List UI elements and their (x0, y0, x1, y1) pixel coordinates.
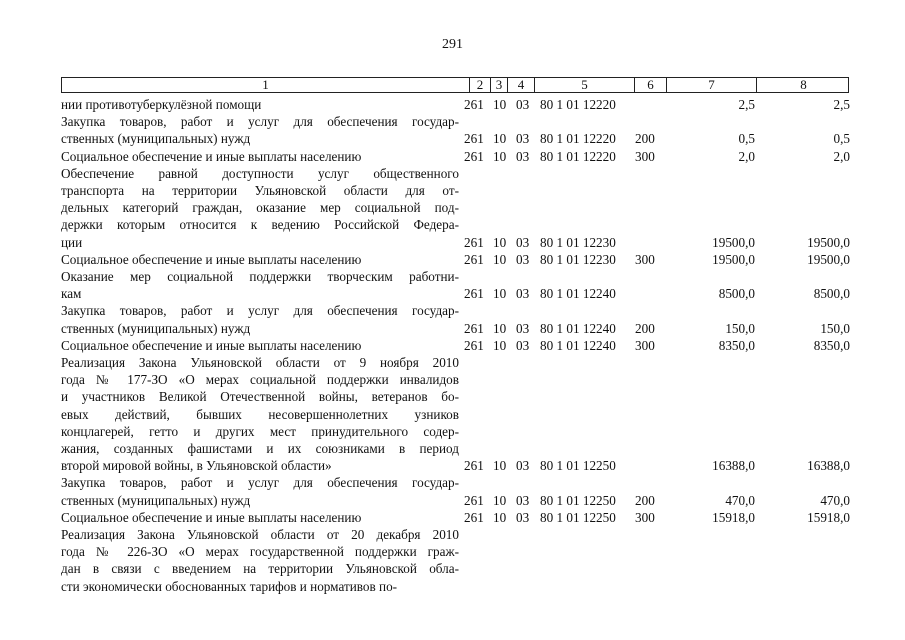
row-codes (61, 234, 851, 251)
section-code: 10 (493, 148, 507, 164)
subsection-code: 03 (516, 458, 530, 474)
description-line: Закупка товаров, работ и услуг для обеспечения государ- (61, 475, 459, 491)
target-article-code: 80 1 01 12240 (540, 337, 616, 353)
grbs-code: 261 (464, 97, 484, 112)
expense-type-code: 200 (635, 131, 655, 147)
table-row (61, 509, 851, 526)
target-article-code: 80 1 01 12220 (540, 131, 616, 147)
grbs-code: 261 (464, 320, 484, 336)
row-codes (61, 251, 851, 268)
grbs-code: 261 (464, 148, 484, 164)
amount-col-8: 150,0 (820, 320, 850, 336)
table-row (61, 302, 851, 336)
row-codes (61, 509, 851, 526)
section-code: 10 (493, 234, 507, 250)
target-article-code: 80 1 01 12250 (540, 492, 616, 508)
target-article-code: 80 1 01 12220 (540, 148, 616, 164)
description-line: нии противотуберкулёзной помощи (61, 97, 262, 112)
section-code: 10 (493, 97, 507, 112)
table-row (61, 526, 851, 595)
amount-col-7: 2,0 (738, 148, 755, 164)
table-row (61, 474, 851, 508)
amount-col-7: 0,5 (738, 131, 755, 147)
target-article-code: 80 1 01 12240 (540, 320, 616, 336)
description-line: ции (61, 234, 83, 250)
description-line: ственных (муниципальных) нужд (61, 320, 251, 336)
header-col-3: 3 (490, 78, 507, 92)
table-row (61, 113, 851, 147)
section-code: 10 (493, 251, 507, 267)
target-article-code: 80 1 01 12220 (540, 97, 616, 112)
grbs-code: 261 (464, 251, 484, 267)
description-line: дельных категорий граждан, оказание мер социальной под- (61, 200, 459, 216)
description-line: сти экономически обоснованных тарифов и нормативов по- (61, 578, 398, 594)
description-line: дан в связи с введением на территории Ульяновской обла- (61, 561, 459, 577)
subsection-code: 03 (516, 131, 530, 147)
description-line: Оказание мер социальной поддержки творческим работни- (61, 269, 459, 284)
expense-type-code: 200 (635, 320, 655, 336)
section-code: 10 (493, 492, 507, 508)
section-code: 10 (493, 286, 507, 302)
description-line: ственных (муниципальных) нужд (61, 492, 251, 508)
description-line: Закупка товаров, работ и услуг для обеспечения государ- (61, 303, 459, 319)
description-line: концлагерей, гетто и других мест принудительного содер- (61, 423, 459, 439)
description-line: года № 226-ЗО «О мерах государственной поддержки граж- (61, 544, 459, 560)
section-code: 10 (493, 337, 507, 353)
grbs-code: 261 (464, 131, 484, 147)
amount-col-8: 15918,0 (807, 509, 850, 525)
subsection-code: 03 (516, 492, 530, 508)
table-header (61, 77, 849, 93)
subsection-code: 03 (516, 148, 530, 164)
expense-type-code: 300 (635, 509, 655, 525)
row-codes (61, 320, 851, 337)
subsection-code: 03 (516, 320, 530, 336)
table-row (61, 165, 851, 251)
row-codes (61, 148, 851, 165)
row-codes (61, 130, 851, 147)
table-row (61, 251, 851, 268)
description-line: Социальное обеспечение и иные выплаты населению (61, 148, 362, 164)
page-number: 291 (442, 37, 463, 52)
section-code: 10 (493, 458, 507, 474)
subsection-code: 03 (516, 251, 530, 267)
description-line: и участников Великой Отечественной войны, ветеранов бо- (61, 389, 459, 405)
description-line: Обеспечение равной доступности услуг общественного (61, 165, 459, 181)
amount-col-8: 19500,0 (807, 251, 850, 267)
grbs-code: 261 (464, 337, 484, 353)
target-article-code: 80 1 01 12240 (540, 286, 616, 302)
amount-col-8: 16388,0 (807, 458, 850, 474)
amount-col-8: 470,0 (820, 492, 850, 508)
header-col-1: 1 (262, 77, 269, 92)
row-codes (61, 337, 851, 354)
header-col-8: 8 (756, 78, 850, 92)
amount-col-7: 2,5 (738, 97, 755, 112)
grbs-code: 261 (464, 492, 484, 508)
description-line: Закупка товаров, работ и услуг для обеспечения государ- (61, 114, 459, 130)
amount-col-8: 19500,0 (807, 234, 850, 250)
description-line: года № 177-ЗО «О мерах социальной поддержки инвалидов (61, 372, 459, 388)
subsection-code: 03 (516, 286, 530, 302)
amount-col-8: 8500,0 (813, 286, 850, 302)
header-col-6: 6 (634, 78, 666, 92)
description-line: Реализация Закона Ульяновской области от 9 ноября 2010 (61, 355, 459, 370)
amount-col-8: 2,5 (833, 97, 850, 112)
grbs-code: 261 (464, 286, 484, 302)
expense-type-code: 300 (635, 337, 655, 353)
expense-type-code: 300 (635, 148, 655, 164)
description-line: Социальное обеспечение и иные выплаты населению (61, 337, 362, 353)
table-row (61, 337, 851, 354)
amount-col-7: 8350,0 (718, 337, 755, 353)
description-line: жания, созданных фашистами и их союзниками в период (61, 440, 459, 456)
description-line: транспорта на территории Ульяновской области для от- (61, 182, 459, 198)
header-col-7: 7 (666, 78, 756, 92)
description-line: Социальное обеспечение и иные выплаты населению (61, 251, 362, 267)
amount-col-7: 19500,0 (712, 251, 755, 267)
description-line: второй мировой войны, в Ульяновской области» (61, 458, 332, 474)
subsection-code: 03 (516, 337, 530, 353)
subsection-code: 03 (516, 509, 530, 525)
table-row (61, 354, 851, 474)
description-line: держки которым относится к ведению Российской Федера- (61, 217, 459, 233)
amount-col-7: 16388,0 (712, 458, 755, 474)
subsection-code: 03 (516, 97, 530, 112)
table-row (61, 148, 851, 165)
description-line: евых действий, бывших несовершеннолетних узников (61, 406, 459, 422)
header-col-4: 4 (507, 78, 534, 92)
header-col-2: 2 (469, 78, 490, 92)
amount-col-7: 8500,0 (718, 286, 755, 302)
amount-col-7: 470,0 (725, 492, 755, 508)
table-row (61, 96, 851, 113)
expense-type-code: 300 (635, 251, 655, 267)
subsection-code: 03 (516, 234, 530, 250)
expense-type-code: 200 (635, 492, 655, 508)
amount-col-7: 150,0 (725, 320, 755, 336)
row-codes (61, 285, 851, 302)
amount-col-7: 15918,0 (712, 509, 755, 525)
description-line: Реализация Закона Ульяновской области от 20 декабря 2010 (61, 527, 459, 542)
row-codes (61, 578, 851, 595)
grbs-code: 261 (464, 458, 484, 474)
row-codes (61, 96, 851, 113)
target-article-code: 80 1 01 12230 (540, 251, 616, 267)
header-col-5: 5 (534, 78, 634, 92)
row-codes (61, 492, 851, 509)
row-codes (61, 457, 851, 474)
target-article-code: 80 1 01 12250 (540, 509, 616, 525)
table-row (61, 268, 851, 302)
amount-col-7: 19500,0 (712, 234, 755, 250)
grbs-code: 261 (464, 509, 484, 525)
description-line: Социальное обеспечение и иные выплаты населению (61, 509, 362, 525)
amount-col-8: 0,5 (833, 131, 850, 147)
amount-col-8: 2,0 (833, 148, 850, 164)
description-line: кам (61, 286, 82, 302)
description-line: ственных (муниципальных) нужд (61, 131, 251, 147)
section-code: 10 (493, 320, 507, 336)
target-article-code: 80 1 01 12250 (540, 458, 616, 474)
section-code: 10 (493, 509, 507, 525)
target-article-code: 80 1 01 12230 (540, 234, 616, 250)
grbs-code: 261 (464, 234, 484, 250)
section-code: 10 (493, 131, 507, 147)
amount-col-8: 8350,0 (813, 337, 850, 353)
